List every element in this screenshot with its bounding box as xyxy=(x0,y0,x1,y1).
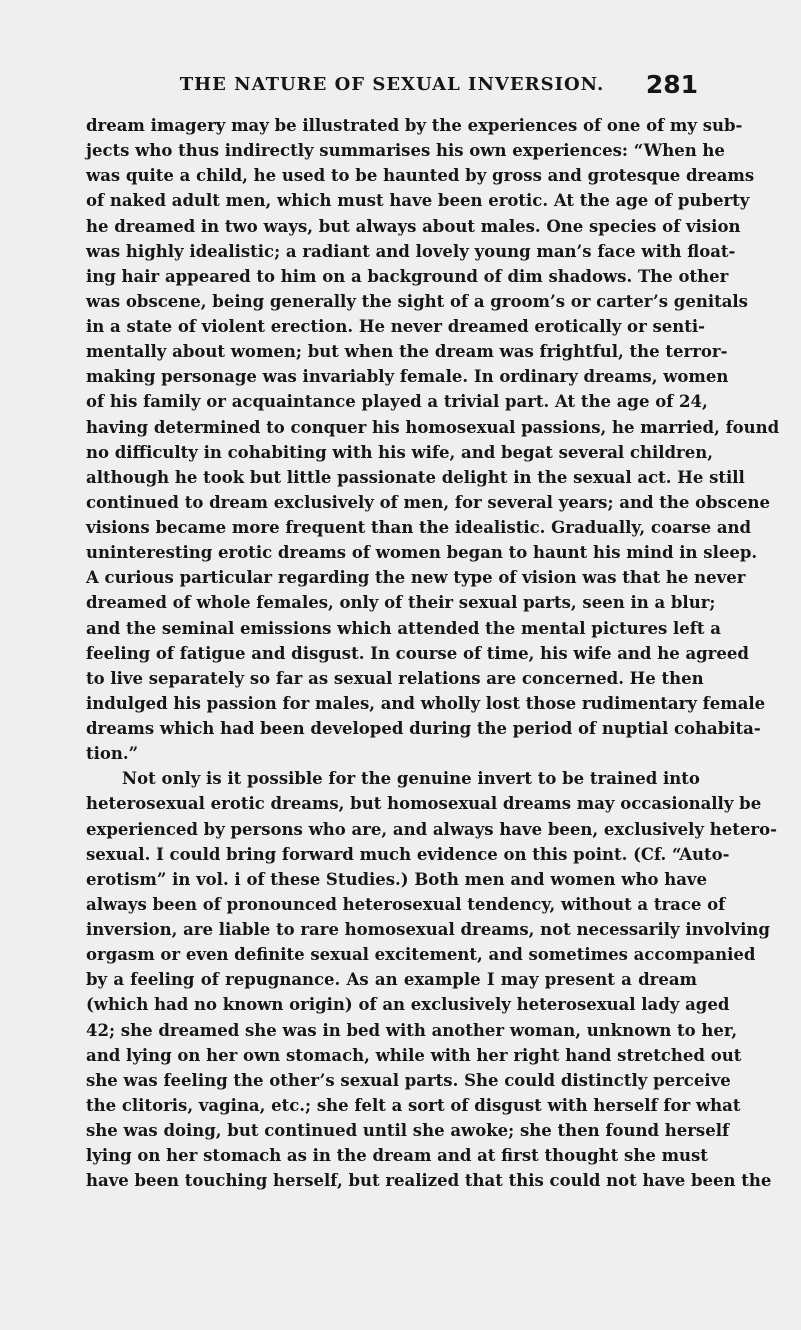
text-line: in a state of violent erection. He never dreamed erotically or senti- xyxy=(86,317,706,336)
text-line: by a feeling of repugnance. As an example I may present a dream xyxy=(86,970,697,990)
text-line: was quite a child, he used to be haunted by gross and grotesque dreams xyxy=(86,166,755,186)
text-line: feeling of fatigue and disgust. In course of time, his wife and he agreed xyxy=(86,643,749,663)
text-line: erotism” in vol. i of these Studies.) Both men and women who have xyxy=(86,869,707,889)
text-line: he dreamed in two ways, but always about males. One species of vision xyxy=(86,216,741,236)
text-line: ing hair appeared to him on a background of dim shadows. The other xyxy=(86,266,729,286)
running-title: THE NATURE OF SEXUAL INVERSION. xyxy=(179,74,605,95)
text-line: although he took but little passionate delight in the sexual act. He still xyxy=(86,467,745,487)
text-line: 42; she dreamed she was in bed with another woman, unknown to her, xyxy=(86,1020,738,1040)
text-line: visions became more frequent than the idealistic. Gradually, coarse and xyxy=(86,518,752,537)
text-line: to live separately so far as sexual relations are concerned. He then xyxy=(86,668,704,688)
text-line: mentally about women; but when the dream was frightful, the terror- xyxy=(86,342,728,362)
text-line: (which had no known origin) of an exclusively heterosexual lady aged xyxy=(86,995,730,1015)
text-line: of naked adult men, which must have been erotic. At the age of puberty xyxy=(86,191,750,211)
text-line: lying on her stomach as in the dream and at first thought she must xyxy=(86,1146,708,1166)
text-line: Not only is it possible for the genuine invert to be trained into xyxy=(122,769,700,789)
text-line: dream imagery may be illustrated by the experiences of one of my sub- xyxy=(86,116,743,135)
body-text xyxy=(86,113,780,1193)
text-line: of his family or acquaintance played a trivial part. At the age of 24, xyxy=(86,392,708,412)
text-line: she was doing, but continued until she awoke; she then found herself xyxy=(86,1121,730,1140)
text-line: and the seminal emissions which attended the mental pictures left a xyxy=(86,618,721,638)
text-line: dreamed of whole females, only of their sexual parts, seen in a blur; xyxy=(86,593,716,613)
text-line: was obscene, being generally the sight of a groom’s or carter’s genitals xyxy=(86,291,748,311)
text-line: inversion, are liable to rare homosexual dreams, not necessarily involving xyxy=(86,920,770,939)
text-line: she was feeling the other’s sexual parts. She could distinctly perceive xyxy=(86,1070,731,1090)
text-line: sexual. I could bring forward much evidence on this point. (Cf. “Auto- xyxy=(86,844,730,864)
text-line: heterosexual erotic dreams, but homosexual dreams may occasionally be xyxy=(86,794,762,814)
text-line: jects who thus indirectly summarises his own experiences: “When he xyxy=(86,141,725,161)
text-line: indulged his passion for males, and wholly lost those rudimentary female xyxy=(86,693,766,713)
text-line: always been of pronounced heterosexual tendency, without a trace of xyxy=(86,894,726,914)
page-header xyxy=(86,70,698,102)
text-line: orgasm or even definite sexual excitement, and sometimes accompanied xyxy=(86,945,756,965)
text-line: uninteresting erotic dreams of women began to haunt his mind in sleep. xyxy=(86,543,758,563)
text-line: making personage was invariably female. In ordinary dreams, women xyxy=(86,367,729,387)
text-line: having determined to conquer his homosexual passions, he married, found xyxy=(86,417,780,437)
text-line: continued to dream exclusively of men, for several years; and the obscene xyxy=(86,492,770,512)
text-line: was highly idealistic; a radiant and lovely young man’s face with float- xyxy=(86,241,736,261)
text-line: and lying on her own stomach, while with her right hand stretched out xyxy=(86,1045,742,1065)
text-line: no difficulty in cohabiting with his wife, and begat several children, xyxy=(86,442,713,462)
text-line: experienced by persons who are, and always have been, exclusively hetero- xyxy=(86,819,777,839)
text-line: tion.” xyxy=(86,744,139,764)
text-line: have been touching herself, but realized that this could not have been the xyxy=(86,1171,772,1191)
page-number: 281 xyxy=(645,70,698,99)
text-line: dreams which had been developed during the period of nuptial cohabita- xyxy=(86,719,761,738)
text-line: the clitoris, vagina, etc.; she felt a sort of disgust with herself for what xyxy=(86,1095,741,1115)
text-line: A curious particular regarding the new type of vision was that he never xyxy=(86,568,746,588)
